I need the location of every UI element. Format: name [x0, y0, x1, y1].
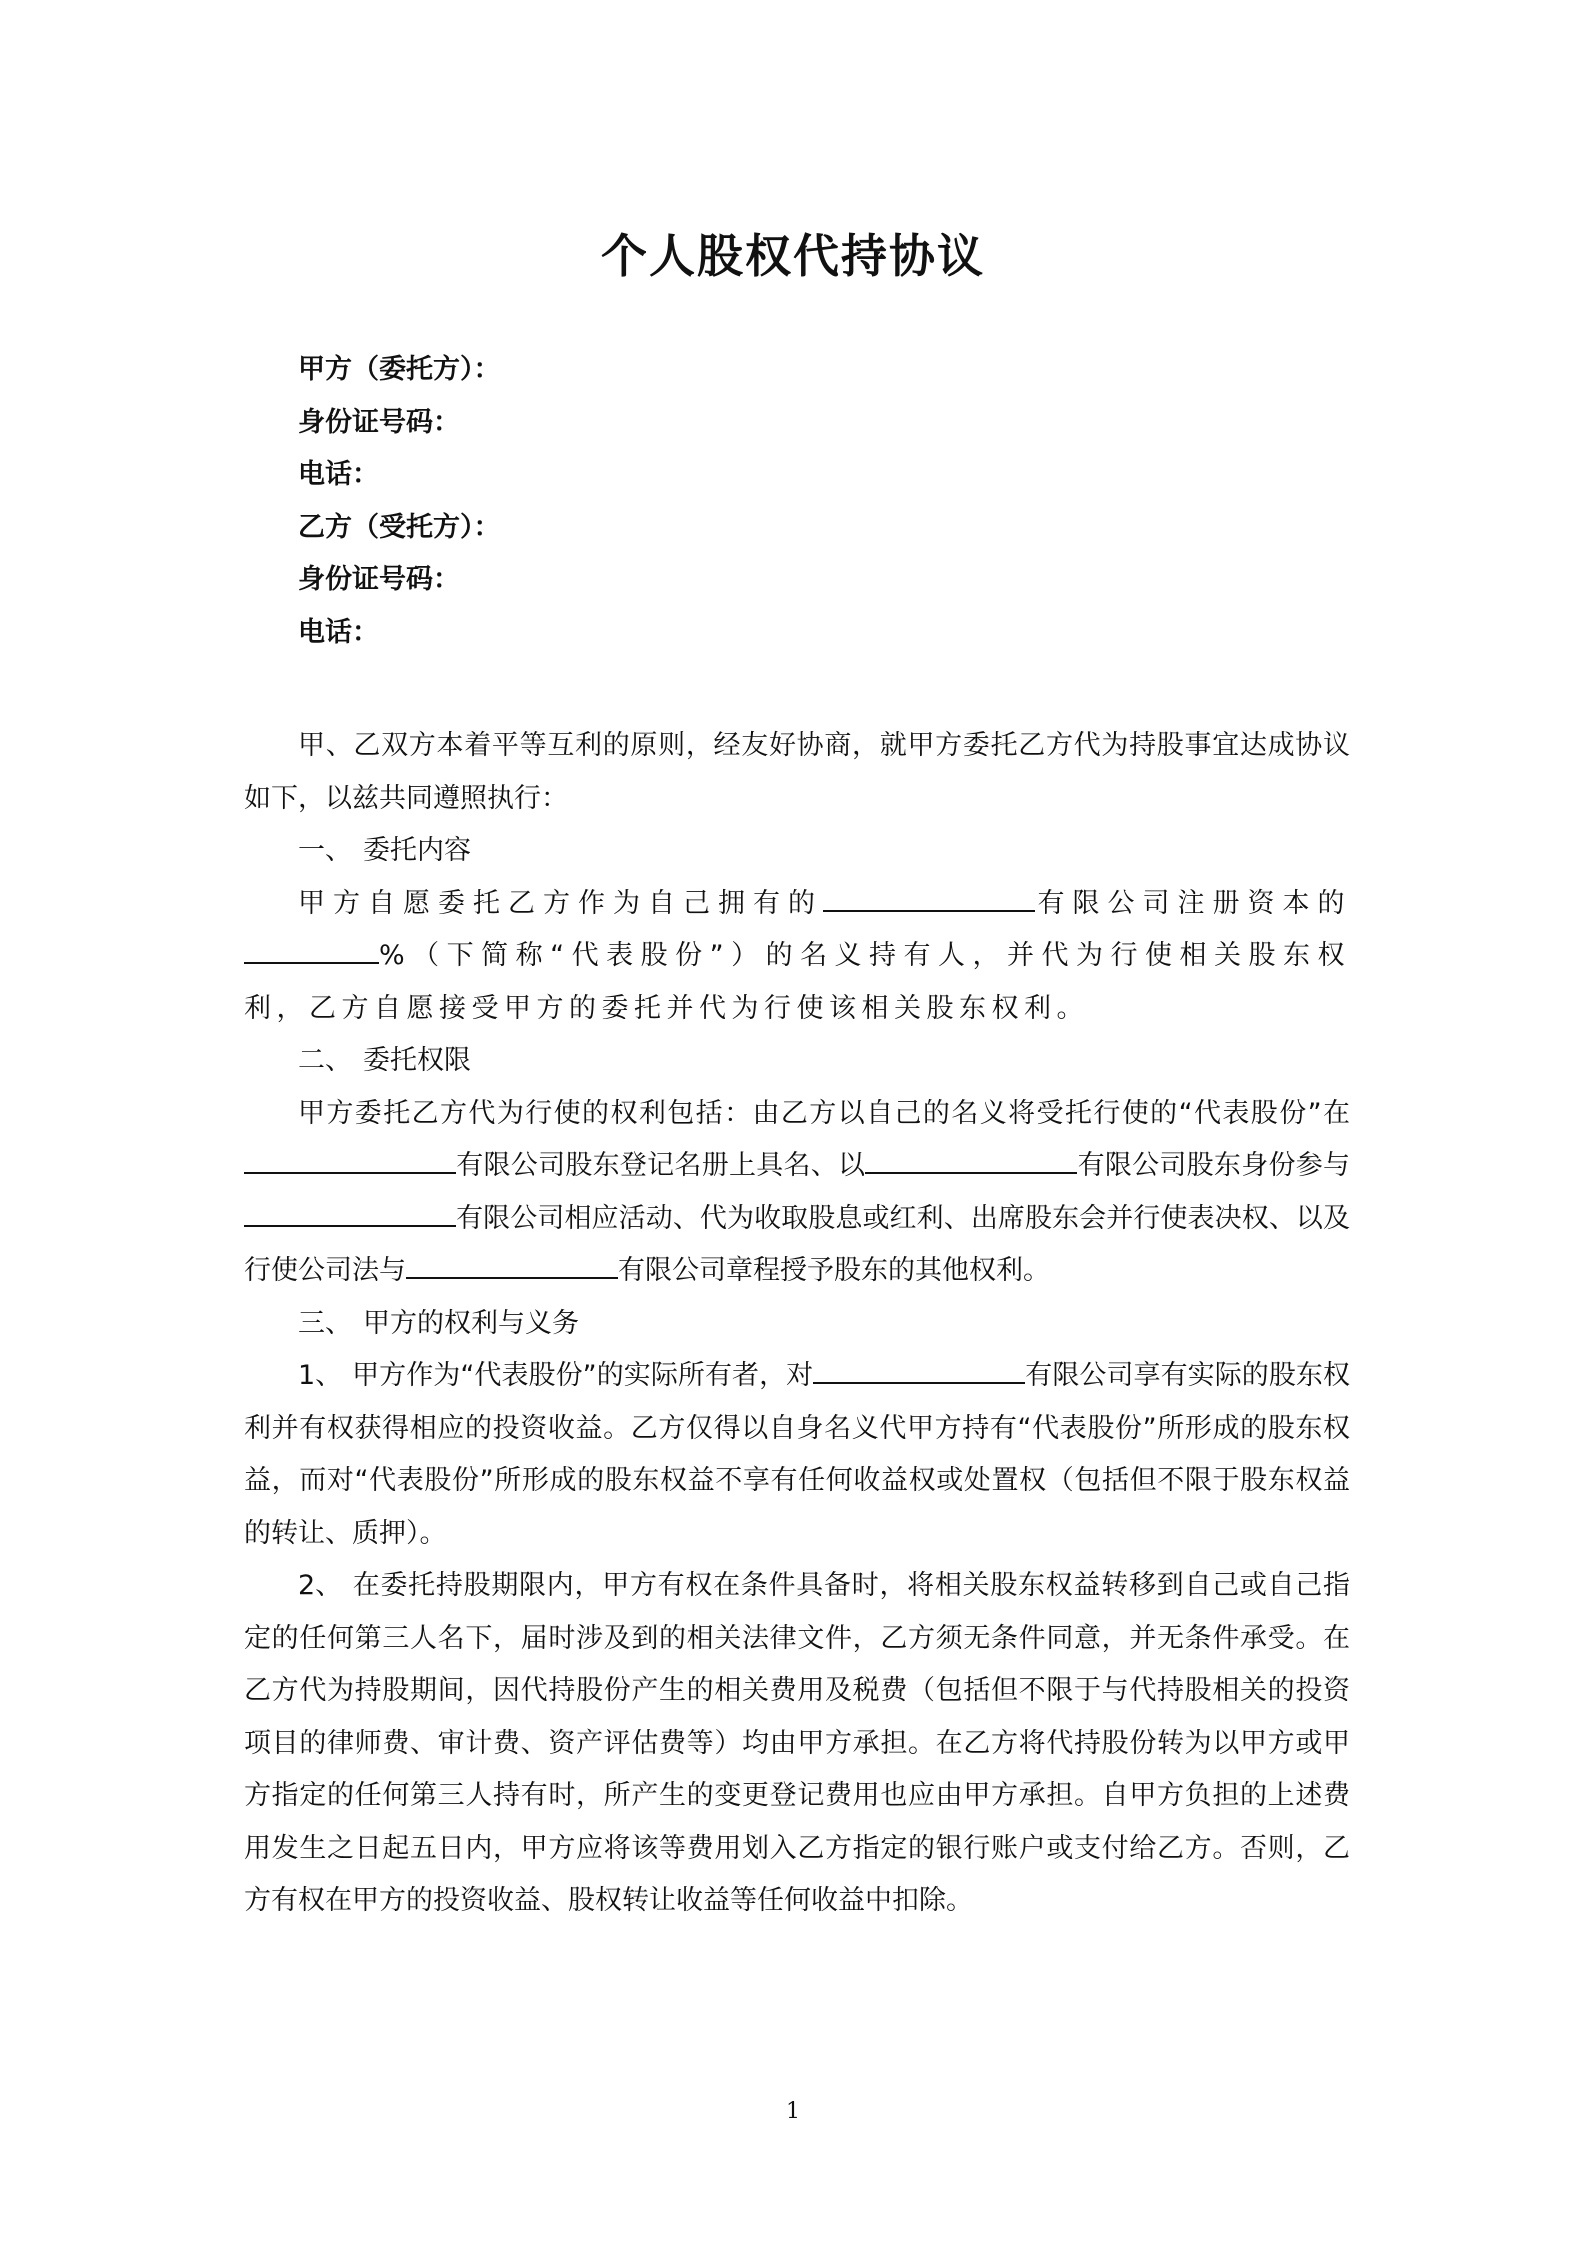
section-number: 一、	[298, 835, 352, 866]
document-title: 个人股权代持协议	[601, 229, 985, 283]
text-run: 甲方作为“代表股份”的实际所有者，对	[352, 1360, 814, 1391]
section-heading-2	[244, 1035, 1350, 1088]
section-3-item-2	[244, 1560, 1350, 1928]
intro-paragraph: 甲、乙双方本着平等互利的原则，经友好协商，就甲方委托乙方代为持股事宜达成协议如下，以兹共同遵照执行：	[244, 730, 1350, 814]
text-run: 甲方委托乙方代为行使的权利包括：由乙方以自己的名义将受托行使的“代表股份”在	[298, 1097, 1350, 1129]
text-run: 有限公司相应活动、代为收取股息或红利、出席股东会并行使表决权、以及行使公司法与	[244, 1202, 1350, 1286]
party-a-phone-label: 电话：	[298, 459, 379, 490]
party-b-phone-label: 电话：	[298, 616, 379, 648]
parties-block	[298, 344, 1348, 659]
company-name-blank[interactable]	[865, 1145, 1077, 1174]
party-b-id-label: 身份证号码：	[298, 564, 460, 595]
section-number: 三、	[298, 1307, 352, 1339]
company-name-blank[interactable]	[823, 883, 1035, 912]
section-title: 甲方的权利与义务	[363, 1307, 579, 1339]
section-heading-3	[244, 1298, 1350, 1351]
company-name-blank[interactable]	[813, 1355, 1025, 1384]
company-name-blank[interactable]	[244, 1145, 456, 1174]
party-a-label: 甲方（委托方）：	[298, 354, 501, 385]
item-number: 1、	[298, 1360, 343, 1391]
company-name-blank[interactable]	[406, 1250, 618, 1279]
party-b-label: 乙方（受托方）：	[298, 511, 501, 543]
section-title: 委托权限	[363, 1045, 471, 1076]
section-3-item-1	[244, 1350, 1350, 1560]
section-title: 委托内容	[363, 835, 471, 866]
percentage-blank[interactable]	[244, 935, 379, 964]
text-run: 有限公司享有实际的股东权利并有权获得相应的投资收益。乙方仅得以自身名义代甲方持有“代表股份”所形成的股东权益，而对“代表股份”所形成的股东权益不享有任何收益权或处置权（包括但不限于股东权益的转让、质押）。	[244, 1360, 1350, 1549]
text-run: 甲方自愿委托乙方作为自己拥有的	[298, 887, 823, 919]
text-run: %（下简称“代表股份”）的名义持有人，并代为行使相关股东权利，乙方自愿接受甲方的委托并代为行使该相关股东权利。	[244, 940, 1350, 1024]
text-run: 有限公司股东身份参与	[1077, 1150, 1351, 1181]
text-run: 有限公司章程授予股东的其他权利。	[618, 1255, 1050, 1286]
section-number: 二、	[298, 1045, 352, 1076]
section-1-paragraph	[244, 878, 1350, 1036]
text-run: 有限公司注册资本的	[1035, 887, 1350, 919]
text-run: 有限公司股东登记名册上具名、以	[456, 1150, 866, 1181]
party-a-id-label: 身份证号码：	[298, 406, 460, 438]
item-number: 2、	[298, 1570, 343, 1601]
company-name-blank[interactable]	[244, 1198, 456, 1227]
agreement-body	[244, 720, 1350, 1928]
section-heading-1	[244, 825, 1350, 878]
text-run: 在委托持股期限内，甲方有权在条件具备时，将相关股东权益转移到自己或自己指定的任何第三人名下，届时涉及到的相关法律文件，乙方须无条件同意，并无条件承受。在乙方代为持股期间，因代持股份产生的相关费用及税费（包括但不限于与代持股相关的投资项目的律师费、审计费、资产评估费等）均由甲方承担。在乙方将代持股份转为以甲方或甲方指定的任何第三人持有时，所产生的变更登记费用也应由甲方承担。自甲方负担的上述费用发生之日起五日内，甲方应将该等费用划入乙方指定的银行账户或支付给乙方。否则，乙方有权在甲方的投资收益、股权转让收益等任何收益中扣除。	[244, 1570, 1350, 1916]
page-number: 1	[786, 2099, 800, 2124]
section-2-paragraph	[244, 1088, 1350, 1298]
